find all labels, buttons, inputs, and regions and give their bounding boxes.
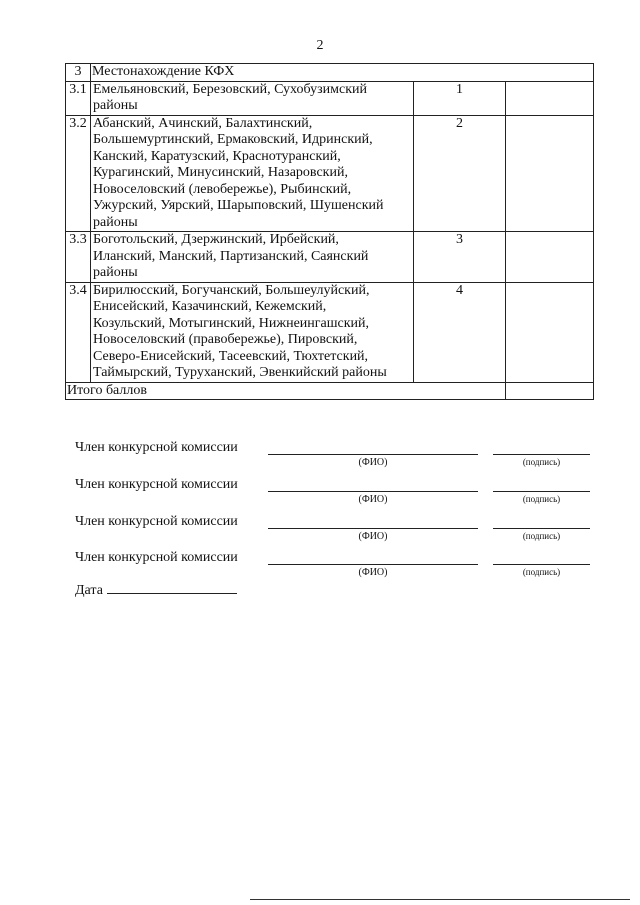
description-line: Новоселовский (левобережье), Рыбинский, (93, 181, 352, 197)
signature-row (75, 440, 605, 474)
member-label: Член конкурсной комиссии (75, 514, 238, 529)
fio-line[interactable] (268, 491, 478, 492)
total-points-input[interactable] (506, 382, 594, 400)
description-line: Емельяновский, Березовский, Сухобузимский (93, 81, 367, 97)
description-line: Таймырский, Туруханский, Эвенкийский районы (93, 365, 387, 380)
row-description (91, 81, 414, 115)
bottom-rule (250, 899, 630, 900)
row-score: 4 (414, 282, 506, 382)
table-section-row (66, 64, 594, 82)
date-row (75, 581, 237, 599)
signature-line[interactable] (493, 491, 590, 492)
row-description (91, 282, 414, 382)
row-points-input[interactable] (506, 115, 594, 232)
description-line: районы (93, 265, 138, 280)
signature-caption: (подпись) (522, 457, 561, 467)
row-points-input[interactable] (506, 81, 594, 115)
signature-caption: (подпись) (522, 531, 561, 541)
signature-row (75, 477, 605, 511)
description-line: районы (93, 214, 138, 230)
row-points-input[interactable] (506, 232, 594, 283)
scoring-table (65, 63, 594, 400)
member-label: Член конкурсной комиссии (75, 550, 238, 565)
description-line: Новоселовский (правобережье), Пировский, (93, 332, 358, 347)
row-points-input[interactable] (506, 282, 594, 382)
row-score: 3 (414, 232, 506, 283)
description-line: Иланский, Манский, Партизанский, Саянский (93, 248, 369, 264)
section-title: Местонахождение КФХ (91, 64, 594, 82)
date-line[interactable] (107, 581, 237, 594)
fio-caption: (ФИО) (358, 457, 388, 468)
description-line: Бирилюсский, Богучанский, Большеулуйский, (93, 282, 370, 298)
fio-line[interactable] (268, 454, 478, 455)
table-row (66, 232, 594, 283)
page-number: 2 (316, 38, 324, 53)
signature-caption: (подпись) (522, 494, 561, 504)
fio-line[interactable] (268, 528, 478, 529)
row-number: 3.4 (66, 282, 91, 382)
fio-caption: (ФИО) (358, 567, 388, 578)
row-description (91, 115, 414, 232)
description-line: Северо-Енисейский, Тасеевский, Тюхтетский, (93, 348, 369, 364)
row-description (91, 232, 414, 283)
signature-row (75, 550, 605, 584)
table-row (66, 115, 594, 232)
member-label: Член конкурсной комиссии (75, 440, 238, 455)
table-total-row (66, 382, 594, 400)
description-line: Боготольский, Дзержинский, Ирбейский, (93, 232, 339, 247)
description-line: Абанский, Ачинский, Балахтинский, (93, 115, 313, 131)
signature-caption: (подпись) (522, 567, 561, 577)
description-line: Большемуртинский, Ермаковский, Идринский, (93, 132, 373, 147)
fio-line[interactable] (268, 564, 478, 565)
signature-row (75, 514, 605, 548)
description-line: Канский, Каратузский, Краснотуранский, (93, 148, 341, 164)
description-line: Козульский, Мотыгинский, Нижнеингашский, (93, 315, 370, 331)
member-label: Член конкурсной комиссии (75, 477, 238, 492)
description-line: Енисейский, Казачинский, Кежемский, (93, 299, 327, 314)
row-number: 3.2 (66, 115, 91, 232)
description-line: Курагинский, Минусинский, Назаровский, (93, 165, 348, 180)
section-number: 3 (66, 64, 91, 82)
total-label: Итого баллов (66, 382, 506, 400)
signature-line[interactable] (493, 454, 590, 455)
row-score: 2 (414, 115, 506, 232)
table-row (66, 81, 594, 115)
description-line: районы (93, 98, 138, 113)
row-score: 1 (414, 81, 506, 115)
row-number: 3.1 (66, 81, 91, 115)
description-line: Ужурский, Уярский, Шарыповский, Шушенский (93, 198, 384, 213)
signature-line[interactable] (493, 564, 590, 565)
row-number: 3.3 (66, 232, 91, 283)
table-row (66, 282, 594, 382)
date-label: Дата (75, 583, 103, 598)
fio-caption: (ФИО) (358, 494, 388, 505)
fio-caption: (ФИО) (358, 531, 388, 542)
signature-line[interactable] (493, 528, 590, 529)
